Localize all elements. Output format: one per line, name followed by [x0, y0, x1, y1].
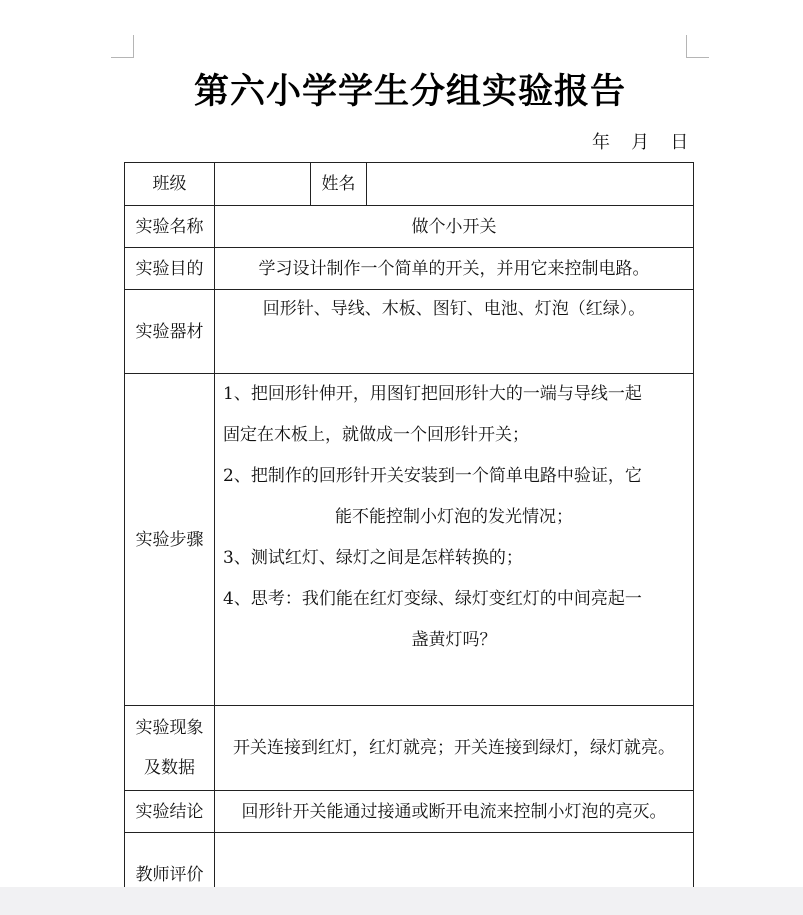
- phenomenon-label-line-1: 实验现象: [135, 718, 204, 738]
- row-steps: [125, 374, 694, 706]
- step-1-line-2: 固定在木板上，就做成一个回形针开关；: [223, 425, 529, 445]
- teacher-eval-label: 教师评价: [125, 833, 215, 915]
- phenomenon-label: [125, 706, 215, 791]
- equipment-label: 实验器材: [125, 290, 215, 374]
- margin-corner-top-right: [686, 35, 709, 58]
- row-experiment-name: [125, 206, 694, 248]
- name-label: 姓名: [311, 163, 367, 206]
- steps-content: [215, 374, 694, 706]
- step-2-line-2: 能不能控制小灯泡的发光情况；: [335, 507, 573, 527]
- step-3: 3、测试红灯、绿灯之间是怎样转换的；: [223, 548, 523, 568]
- row-class-name: [125, 163, 694, 206]
- row-conclusion: [125, 791, 694, 833]
- experiment-name-value: 做个小开关: [215, 206, 694, 248]
- date-line: 年 月 日: [592, 132, 690, 153]
- class-field[interactable]: [215, 163, 311, 206]
- phenomenon-value: 开关连接到红灯，红灯就亮；开关连接到绿灯，绿灯就亮。: [215, 706, 694, 791]
- row-phenomenon: [125, 706, 694, 791]
- steps-label: 实验步骤: [125, 374, 215, 706]
- step-4-line-2: 盏黄灯吗？: [411, 630, 497, 650]
- step-2-line-1: 2、把制作的回形针开关安装到一个简单电路中验证，它: [223, 466, 642, 486]
- viewer-bottom-bar: [0, 887, 803, 915]
- conclusion-value: 回形针开关能通过接通或断开电流来控制小灯泡的亮灭。: [215, 791, 694, 833]
- step-1-line-1: 1、把回形针伸开，用图钉把回形针大的一端与导线一起: [223, 384, 642, 404]
- document-title: 第六小学学生分组实验报告: [193, 72, 626, 112]
- conclusion-label: 实验结论: [125, 791, 215, 833]
- experiment-name-label: 实验名称: [125, 206, 215, 248]
- class-label: 班级: [125, 163, 215, 206]
- name-field[interactable]: [367, 163, 694, 206]
- purpose-value: 学习设计制作一个简单的开关，并用它来控制电路。: [215, 248, 694, 290]
- equipment-value: 回形针、导线、木板、图钉、电池、灯泡（红绿）。: [215, 290, 694, 374]
- step-4-line-1: 4、思考：我们能在红灯变绿、绿灯变红灯的中间亮起一: [223, 589, 642, 609]
- row-purpose: [125, 248, 694, 290]
- experiment-report-table: [124, 162, 694, 915]
- margin-corner-top-left: [111, 35, 134, 58]
- phenomenon-label-line-2: 及数据: [144, 758, 195, 778]
- purpose-label: 实验目的: [125, 248, 215, 290]
- row-equipment: [125, 290, 694, 374]
